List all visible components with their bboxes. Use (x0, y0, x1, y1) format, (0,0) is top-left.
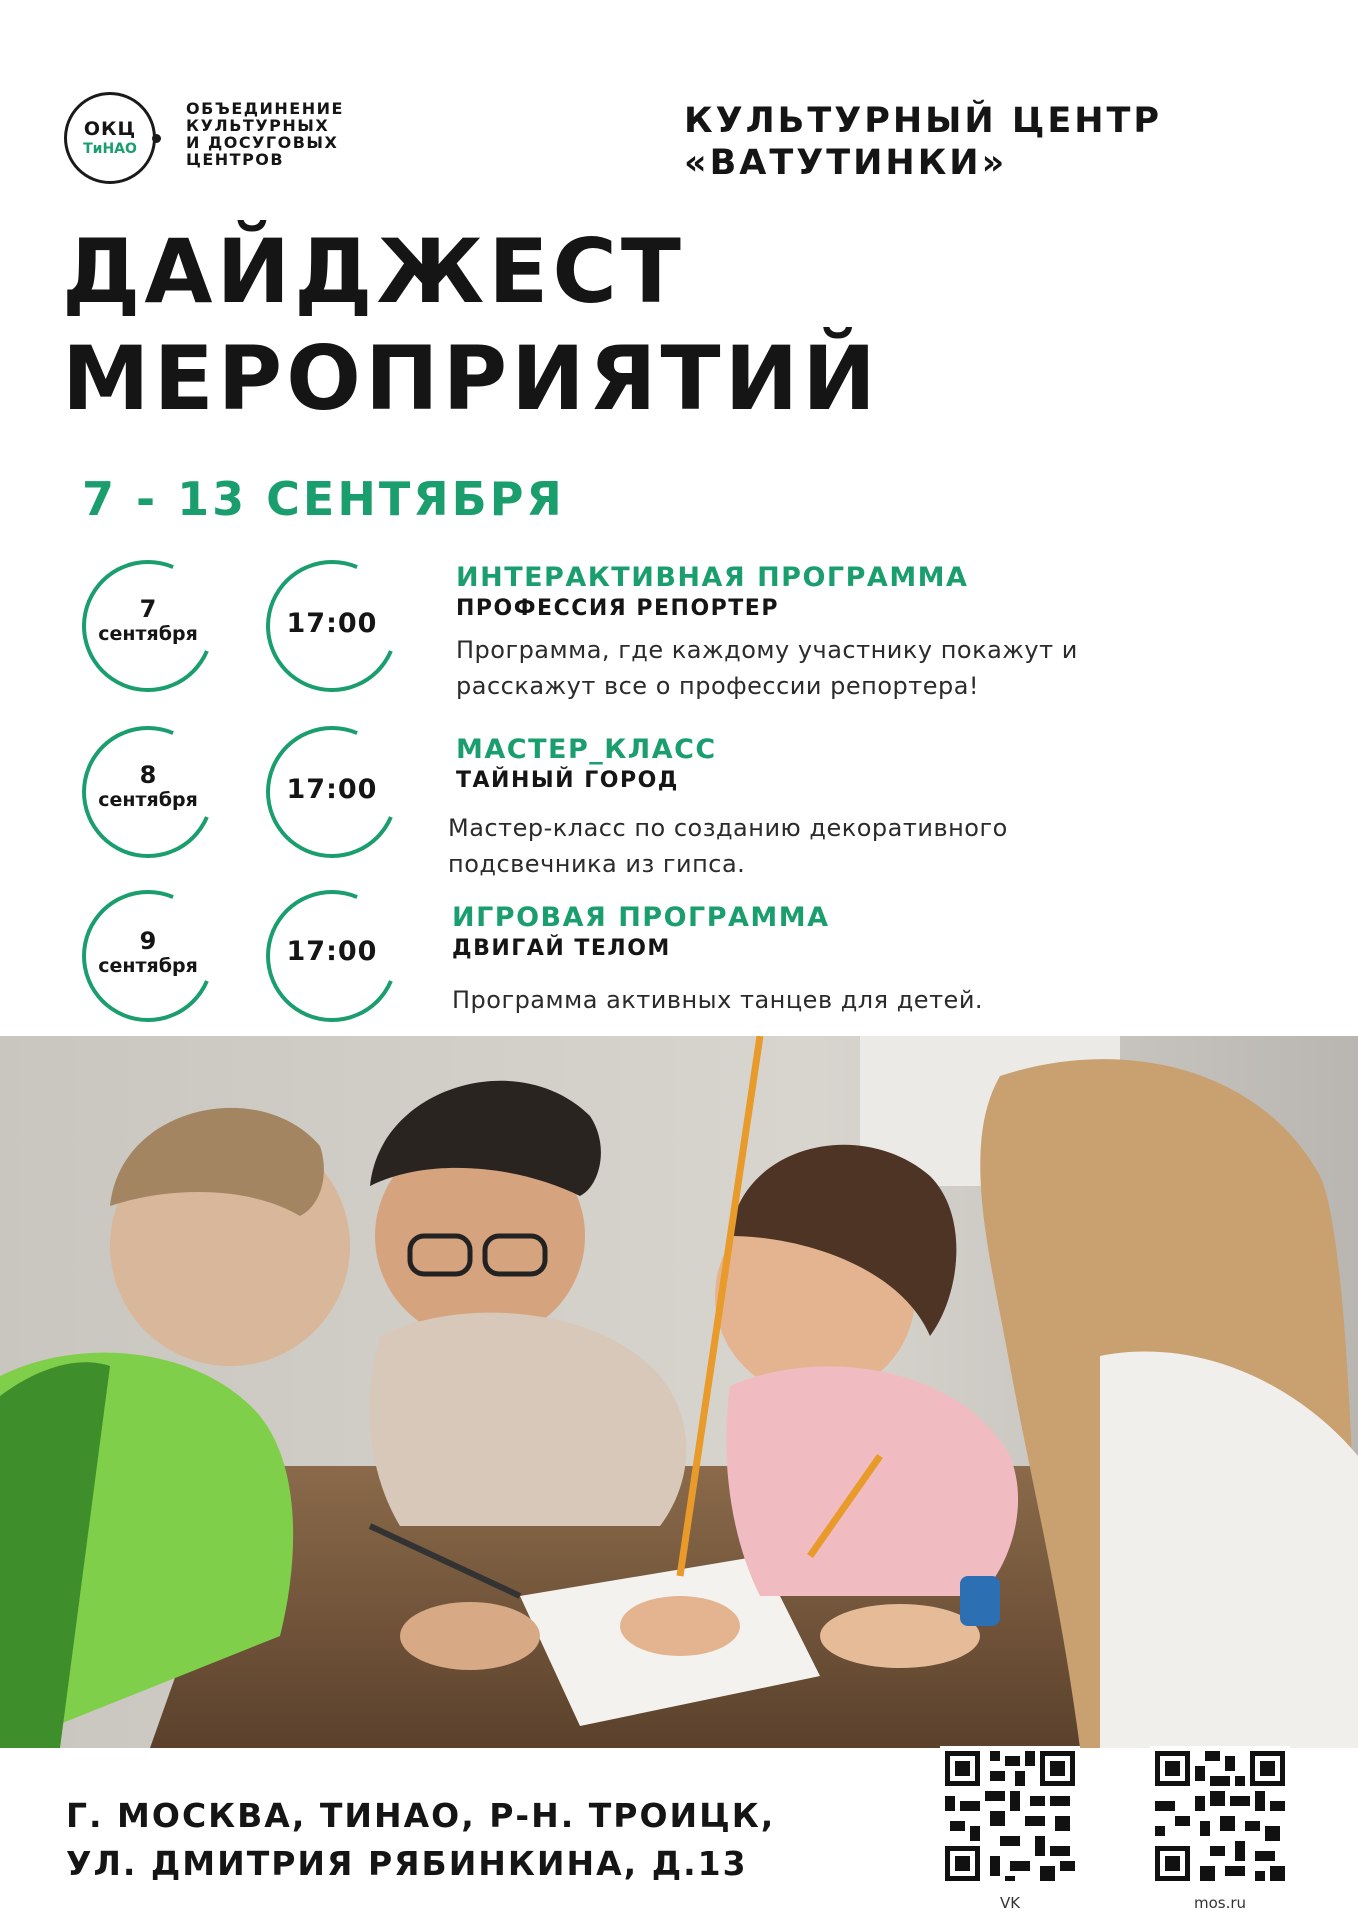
address-line2: УЛ. ДМИТРИЯ РЯБИНКИНА, Д.13 (66, 1844, 748, 1883)
event-time: 17:00 (286, 774, 378, 805)
event-day: 7 (139, 595, 157, 623)
event-photo (0, 1036, 1358, 1748)
event-description-line: расскажут все о профессии репортера! (456, 672, 980, 700)
qr-label: mos.ru (1193, 1894, 1247, 1912)
children-photo-illustration (0, 1036, 1358, 1748)
logo-line: ОБЪЕДИНЕНИЕ (186, 99, 344, 118)
event-type: ИГРОВАЯ ПРОГРАММА (452, 902, 830, 933)
event-type: ИНТЕРАКТИВНАЯ ПРОГРАММА (456, 562, 969, 593)
address (66, 1792, 775, 1888)
address-line1: Г. МОСКВА, ТИНАО, Р-Н. ТРОИЦК, (66, 1796, 776, 1835)
event-name: ТАЙНЫЙ ГОРОД (456, 768, 679, 793)
page-title (62, 218, 880, 432)
mos-ru-qr-code[interactable] (1150, 1746, 1290, 1886)
qr-code-icon (1150, 1746, 1290, 1886)
date-range: 7 - 13 СЕНТЯБРЯ (82, 472, 565, 526)
event-description-line: подсвечника из гипса. (448, 850, 746, 878)
event-month: сентября (98, 623, 198, 645)
center-name (684, 100, 1162, 184)
event-name: ПРОФЕССИЯ РЕПОРТЕР (456, 596, 779, 621)
logo-abbr: ОКЦ (83, 118, 137, 140)
qr-code-icon (940, 1746, 1080, 1886)
center-name-line1: КУЛЬТУРНЫЙ ЦЕНТР (684, 101, 1163, 141)
event-date (82, 927, 214, 977)
event-day: 8 (139, 761, 157, 789)
title-line2: МЕРОПРИЯТИЙ (62, 327, 880, 430)
logo-org-name (186, 100, 406, 168)
event-type: МАСТЕР_КЛАСС (456, 734, 717, 765)
event-description (456, 632, 1078, 704)
event-month: сентября (98, 955, 198, 977)
event-description-line: Программа, где каждому участнику покажут и (456, 636, 1078, 664)
logo-sub: ТиНАО (83, 141, 137, 157)
logo-line: И ДОСУГОВЫХ (186, 133, 339, 152)
event-description (448, 810, 1008, 882)
center-name-line2: «ВАТУТИНКИ» (684, 143, 1008, 183)
event-name: ДВИГАЙ ТЕЛОМ (452, 936, 671, 961)
logo-line: ЦЕНТРОВ (186, 150, 285, 169)
qr-label: VK (999, 1894, 1021, 1912)
logo-line: КУЛЬТУРНЫХ (186, 116, 330, 135)
event-description-line: Программа активных танцев для детей. (452, 986, 984, 1014)
event-description (452, 982, 983, 1018)
event-month: сентября (98, 789, 198, 811)
vk-qr-code[interactable] (940, 1746, 1080, 1886)
event-day: 9 (139, 927, 157, 955)
title-line1: ДАЙДЖЕСТ (62, 220, 685, 323)
event-time: 17:00 (286, 936, 378, 967)
event-date (82, 761, 214, 811)
event-time: 17:00 (286, 608, 378, 639)
event-description-line: Мастер-класс по созданию декоративного (448, 814, 1008, 842)
event-date (82, 595, 214, 645)
